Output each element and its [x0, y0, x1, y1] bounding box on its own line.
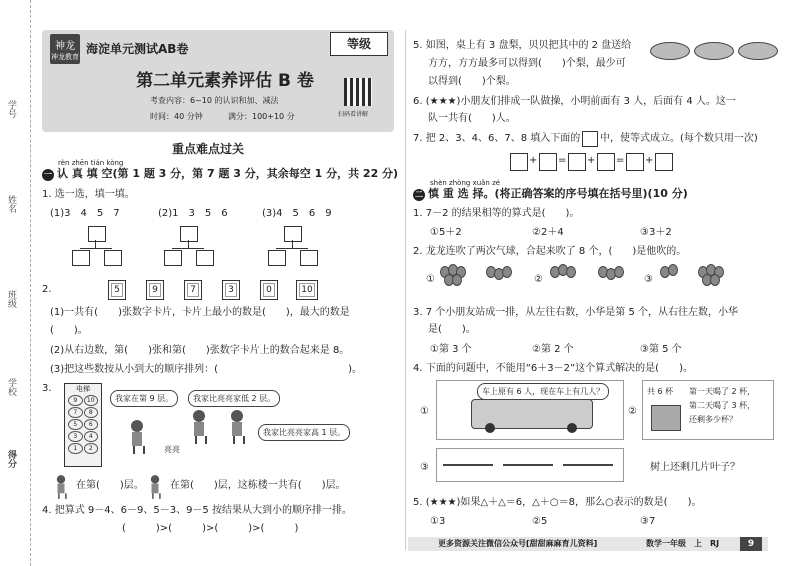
q3-number: 3. [42, 383, 52, 394]
sidebar-slogan: 得分 [6, 450, 16, 468]
child-icon-b [149, 475, 162, 499]
q7-answer-box[interactable] [626, 153, 644, 171]
section2-points: 。(将正确答案的序号填在括号里)(10 分) [483, 187, 688, 200]
pear-plate-icon [694, 42, 734, 60]
m3-option-1[interactable]: ①第 3 个 [430, 344, 472, 355]
elevator-floor-button: 2 [84, 443, 99, 454]
m3-option-2[interactable]: ②第 2 个 [532, 344, 574, 355]
q2-number: 2. [42, 284, 52, 295]
q7-line1: 7. 把 2、3、4、6、7、8 填入下面的 [413, 133, 581, 144]
q7-equation-row [510, 153, 710, 171]
brand-name: 神龙教育 [51, 53, 79, 61]
q1-g2-right-box[interactable] [196, 250, 214, 266]
m2-prompt: 2. 龙龙连吹了两次气球，合起来吹了 8 个，( )是他吹的。 [413, 246, 687, 257]
m5-option-1[interactable]: ①3 [430, 516, 446, 527]
qr-caption: 扫码看讲解 [338, 111, 369, 118]
q1-group1-label: (1)3 4 5 7 [50, 208, 120, 219]
m1-option-2[interactable]: ②2＋4 [532, 227, 564, 238]
q3-answer1: 在第( )层。 [76, 480, 144, 491]
child-figure-3 [228, 410, 246, 444]
page-divider [405, 30, 406, 550]
q7-op: + [587, 155, 596, 166]
m1-prompt: 1. 7－2 的结果相等的算式是( )。 [413, 208, 580, 219]
q1-g3-right-box[interactable] [300, 250, 318, 266]
grade-box: 等级 [330, 32, 388, 56]
speech-bubble-3: 我家比亮亮家高 1 层。 [258, 424, 350, 441]
m5-prompt: 5. (★★★)如果△＋△＝6，△＋○＝8，那么○表示的数是( )。 [413, 497, 702, 508]
q1-g3-left-box[interactable] [268, 250, 286, 266]
elevator-floor-button: 3 [68, 431, 83, 442]
m4-option-1[interactable]: ① [420, 406, 429, 417]
m5-option-3[interactable]: ③7 [640, 516, 656, 527]
child-figure-liangliang [190, 410, 208, 444]
elevator-floor-button: 9 [68, 395, 83, 406]
q1-group2-label: (2)1 3 5 6 [158, 208, 228, 219]
section1-pinyin: rèn zhēn tián kòng [58, 159, 124, 167]
q3-answer2: 在第( )层，这栋楼一共有( )层。 [170, 480, 346, 491]
cups-day1: 第一天喝了 2 杯， [689, 387, 756, 396]
elevator-floor-button: 5 [68, 419, 83, 430]
elevator-floor-button: 4 [84, 431, 99, 442]
q7-op: + [529, 155, 538, 166]
q1-g1-right-box[interactable] [104, 250, 122, 266]
q7-op: + [645, 155, 654, 166]
qr-code[interactable] [344, 78, 372, 106]
m3-line1: 3. 7 个小朋友站成一排，从左往右数，小华是第 5 个，从右往左数，小华 [413, 307, 738, 318]
sidebar-label-id: 学号 [6, 100, 16, 118]
page-number: 9 [740, 537, 762, 551]
pear-plate-icon [738, 42, 778, 60]
q7-op: = [558, 155, 567, 166]
cups-total: 共 6 杯 [647, 387, 674, 396]
branch-scene [436, 448, 624, 482]
m4-prompt: 4. 下面的问题中，不能用“6＋3－2”这个算式解决的是( )。 [413, 363, 693, 374]
cups-scene [642, 380, 774, 440]
elevator-floor-button: 10 [84, 395, 99, 406]
m2-option-3[interactable]: ③ [644, 274, 653, 285]
binding-sidebar [0, 0, 31, 566]
logo-icon: 神龙 [55, 41, 75, 52]
bus-speech: 车上原有 6 人，现在车上有几人？ [477, 383, 609, 400]
q7-op: = [616, 155, 625, 166]
section2-pinyin: shèn zhòng xuǎn zé [430, 179, 501, 187]
number-card: 0 [260, 280, 278, 300]
elevator-floor-button: 7 [68, 407, 83, 418]
scope-text: 考查内容：6~10 的认识和加、减法 [150, 96, 279, 105]
pear-plate-icon [650, 42, 690, 60]
q7-answer-box[interactable] [568, 153, 586, 171]
m3-line2: 是( )。 [428, 324, 476, 335]
sidebar-label-class: 班级 [6, 290, 16, 308]
q1-g2-top-box[interactable] [180, 226, 198, 242]
m4-option-3[interactable]: ③ [420, 462, 429, 473]
cups-day2: 第二天喝了 3 杯， [689, 401, 756, 410]
q2-line1b: ( )。 [50, 325, 88, 336]
elevator-panel [64, 383, 102, 467]
section1-badge: 一 [44, 170, 52, 179]
balloon-row [426, 262, 786, 298]
m4-branch-question: 树上还剩几片叶子？ [650, 462, 740, 473]
page-title: 第二单元素养评估 B 卷 [136, 71, 314, 91]
q7-answer-box[interactable] [510, 153, 528, 171]
speech-bubble-1: 我家在第 9 层。 [110, 390, 178, 407]
cups-question: 还剩多少杯？ [689, 415, 737, 424]
q7-line1b: 中，使等式成立。(每个数只用一次) [600, 133, 758, 144]
elevator-floor-button: 1 [68, 443, 83, 454]
q5-line2: 方方，方方最多可以得到( )个梨，最少可 [428, 58, 626, 69]
number-card: 3 [222, 280, 240, 300]
liangliang-name: 亮亮 [164, 445, 180, 454]
q2-line1: (1)一共有( )张数字卡片，卡片上最小的数是( )，最大的数是 [50, 307, 350, 318]
q7-answer-box[interactable] [655, 153, 673, 171]
q1-g1-left-box[interactable] [72, 250, 90, 266]
m4-option-2[interactable]: ② [628, 406, 637, 417]
m1-option-3[interactable]: ③3＋2 [640, 227, 672, 238]
q7-answer-box[interactable] [597, 153, 615, 171]
q6-line2: 队一共有( )人。 [428, 113, 516, 124]
section1-points: (第 1 题 3 分，第 7 题 3 分，其余每空 1 分，共 22 分) [112, 167, 399, 180]
q1-group3-label: (3)4 5 6 9 [262, 208, 332, 219]
elevator-label: 电梯 [76, 385, 90, 393]
sidebar-label-school: 学校 [6, 378, 16, 396]
child-figure-1 [128, 420, 146, 454]
m1-option-1[interactable]: ①5＋2 [430, 227, 462, 238]
q4-prompt: 4. 把算式 9－4、6－9、5－3、9－5 按结果从大到小的顺序排一排。 [42, 505, 352, 516]
q1-prompt: 1. 选一选，填一填。 [42, 189, 135, 200]
footer-note: 更多资源关注微信公众号[甜甜麻麻育儿资料] [438, 539, 598, 548]
child-icon-a [55, 475, 68, 499]
score-text: 满分：100+10 分 [228, 112, 295, 121]
q7-answer-box[interactable] [539, 153, 557, 171]
q5-line3: 以得到( )个梨。 [428, 76, 516, 87]
q7-legend-box [582, 131, 598, 147]
speech-bubble-2: 我家比亮亮家低 2 层。 [188, 390, 280, 407]
series-title: 海淀单元测试AB卷 [86, 42, 189, 56]
number-card: 7 [184, 280, 202, 300]
m2-option-2[interactable]: ② [534, 274, 543, 285]
number-card: 10 [296, 280, 318, 300]
number-card: 5 [108, 280, 126, 300]
section2-badge: 二 [415, 190, 423, 199]
elevator-floor-button: 6 [84, 419, 99, 430]
m2-option-1[interactable]: ① [426, 274, 435, 285]
q2-line3: (3)把这些数按从小到大的顺序排列：( )。 [50, 364, 362, 375]
number-card: 9 [146, 280, 164, 300]
m5-option-2[interactable]: ②5 [532, 516, 548, 527]
footer-subject: 数学一年级 上 RJ [646, 539, 720, 548]
q1-g2-left-box[interactable] [164, 250, 182, 266]
brand-logo [50, 34, 80, 64]
m3-option-3[interactable]: ③第 5 个 [640, 344, 682, 355]
focus-banner: 重点难点过关 [172, 142, 245, 156]
q5-line1: 5. 如图，桌上有 3 盘梨，贝贝把其中的 2 盘送给 [413, 40, 632, 51]
pear-plates [650, 38, 780, 64]
q1-g3-top-box[interactable] [284, 226, 302, 242]
elevator-floor-button: 8 [84, 407, 99, 418]
sidebar-label-name: 姓名 [6, 195, 16, 213]
q2-line2: (2)从右边数，第( )张和第( )张数字卡片上的数合起来是 8。 [50, 345, 350, 356]
section1-title: 认 真 填 空 [57, 167, 113, 180]
cups-icon [651, 405, 681, 431]
time-text: 时间：40 分钟 [150, 112, 203, 121]
q1-g1-top-box[interactable] [88, 226, 106, 242]
bus-scene [436, 380, 624, 440]
q4-answer-line: ( )>( )>( )>( ) [122, 523, 299, 534]
q6-line1: 6. (★★★)小朋友们排成一队做操，小明前面有 3 人，后面有 4 人。这一 [413, 96, 736, 107]
section2-title: 慎 重 选 择 [428, 187, 484, 200]
